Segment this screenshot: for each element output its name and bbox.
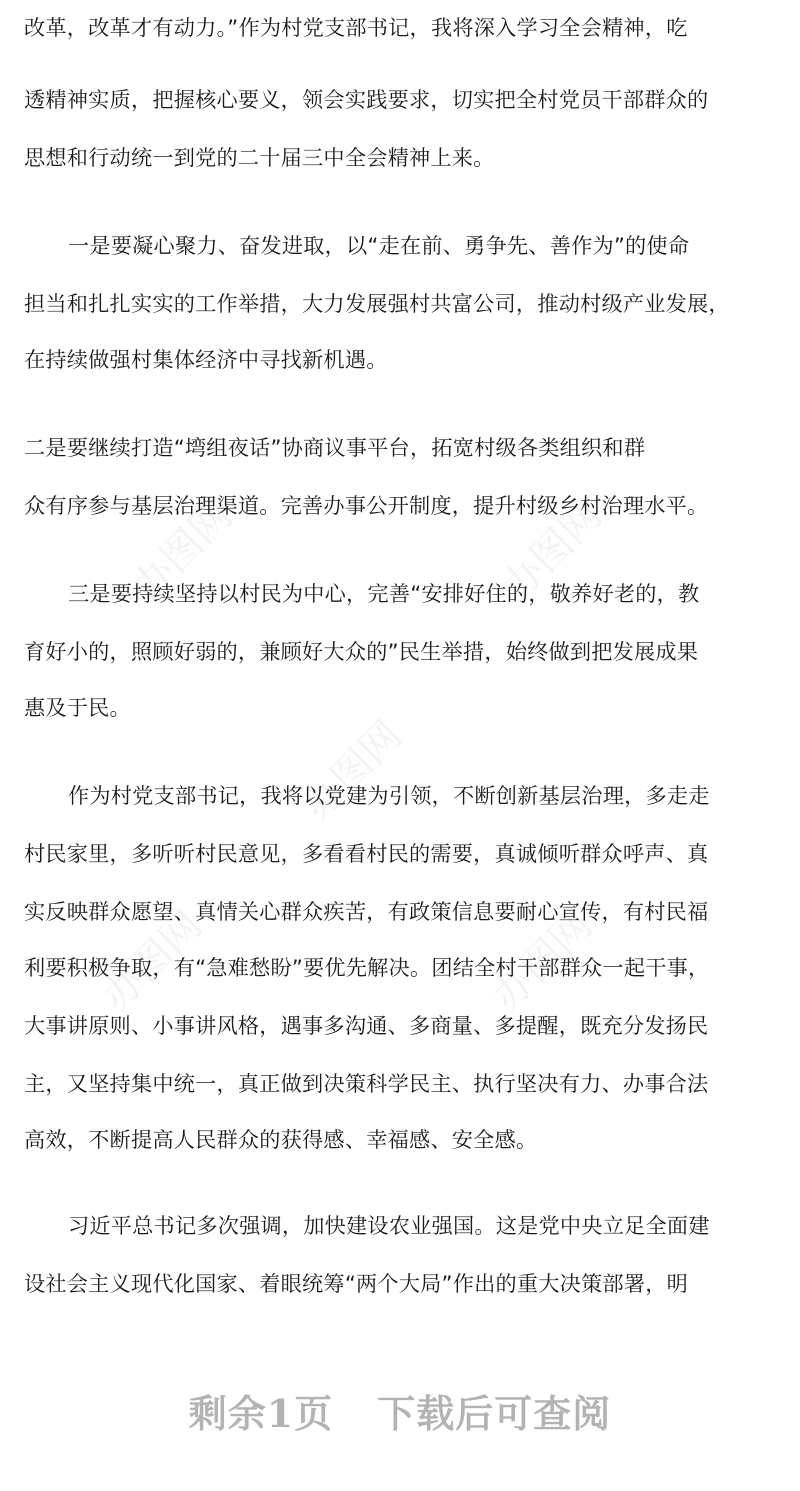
text-line: 育好小的，照顾好弱的，兼顾好大众的”民生举措，始终做到把发展成果 bbox=[24, 639, 699, 664]
text-line: 众有序参与基层治理渠道。完善办事公开制度，提升村级乡村治理水平。 bbox=[24, 493, 709, 518]
text-line: 惠及于民。 bbox=[24, 695, 131, 720]
text-line: 利要积极争取，有“急难愁盼”要优先解决。团结全村干部群众一起干事， bbox=[24, 955, 710, 980]
watermark: 办图网 bbox=[123, 492, 242, 610]
text-line: 设社会主义现代化国家、着眼统筹“两个大局”作出的重大决策部署，明 bbox=[24, 1271, 688, 1296]
text-line: 思想和行动统一到党的二十届三中全会精神上来。 bbox=[24, 145, 495, 170]
watermark: 办图网 bbox=[483, 902, 602, 1020]
text-line: 二是要继续打造“塆组夜话”协商议事平台，拓宽村级各类组织和群 bbox=[24, 435, 646, 460]
text-line: 改革，改革才有动力。”作为村党支部书记，我将深入学习全会精神，吃 bbox=[24, 15, 688, 40]
text-line: 在持续做强村集体经济中寻找新机遇。 bbox=[24, 347, 388, 372]
download-prompt[interactable] bbox=[0, 1392, 800, 1436]
text-line: 高效，不断提高人民群众的获得感、幸福感、安全感。 bbox=[24, 1127, 538, 1152]
text-line: 透精神实质，把握核心要义，领会实践要求，切实把全村党员干部群众的 bbox=[24, 87, 709, 112]
text-line: 担当和扎扎实实的工作举措，大力发展强村共富公司，推动村级产业发展， bbox=[24, 291, 730, 316]
watermark: 办图网 bbox=[93, 902, 212, 1020]
watermark: 办图网 bbox=[293, 712, 412, 830]
text-line: 主，又坚持集中统一，真正做到决策科学民主、执行坚决有力、办事合法 bbox=[24, 1071, 709, 1096]
text-line: 作为村党支部书记，我将以党建为引领，不断创新基层治理，多走走 bbox=[68, 783, 710, 808]
text-line: 习近平总书记多次强调，加快建设农业强国。这是党中央立足全面建 bbox=[68, 1213, 710, 1238]
text-line: 大事讲原则、小事讲风格，遇事多沟通、多商量、多提醒，既充分发扬民 bbox=[24, 1013, 709, 1038]
watermark: 办图网 bbox=[493, 492, 612, 610]
text-line: 三是要持续坚持以村民为中心，完善“安排好住的，敬养好老的，教 bbox=[68, 581, 700, 606]
text-line: 村民家里，多听听村民意见，多看看村民的需要，真诚倾听群众呼声、真 bbox=[24, 841, 709, 866]
remaining-pages-label: 剩余1页 bbox=[188, 1391, 334, 1436]
text-line: 实反映群众愿望、真情关心群众疾苦，有政策信息要耐心宣传，有村民福 bbox=[24, 899, 709, 924]
text-line: 一是要凝心聚力、奋发进取，以“走在前、勇争先、善作为”的使命 bbox=[68, 233, 690, 258]
download-to-view-label: 下载后可查阅 bbox=[377, 1391, 612, 1436]
